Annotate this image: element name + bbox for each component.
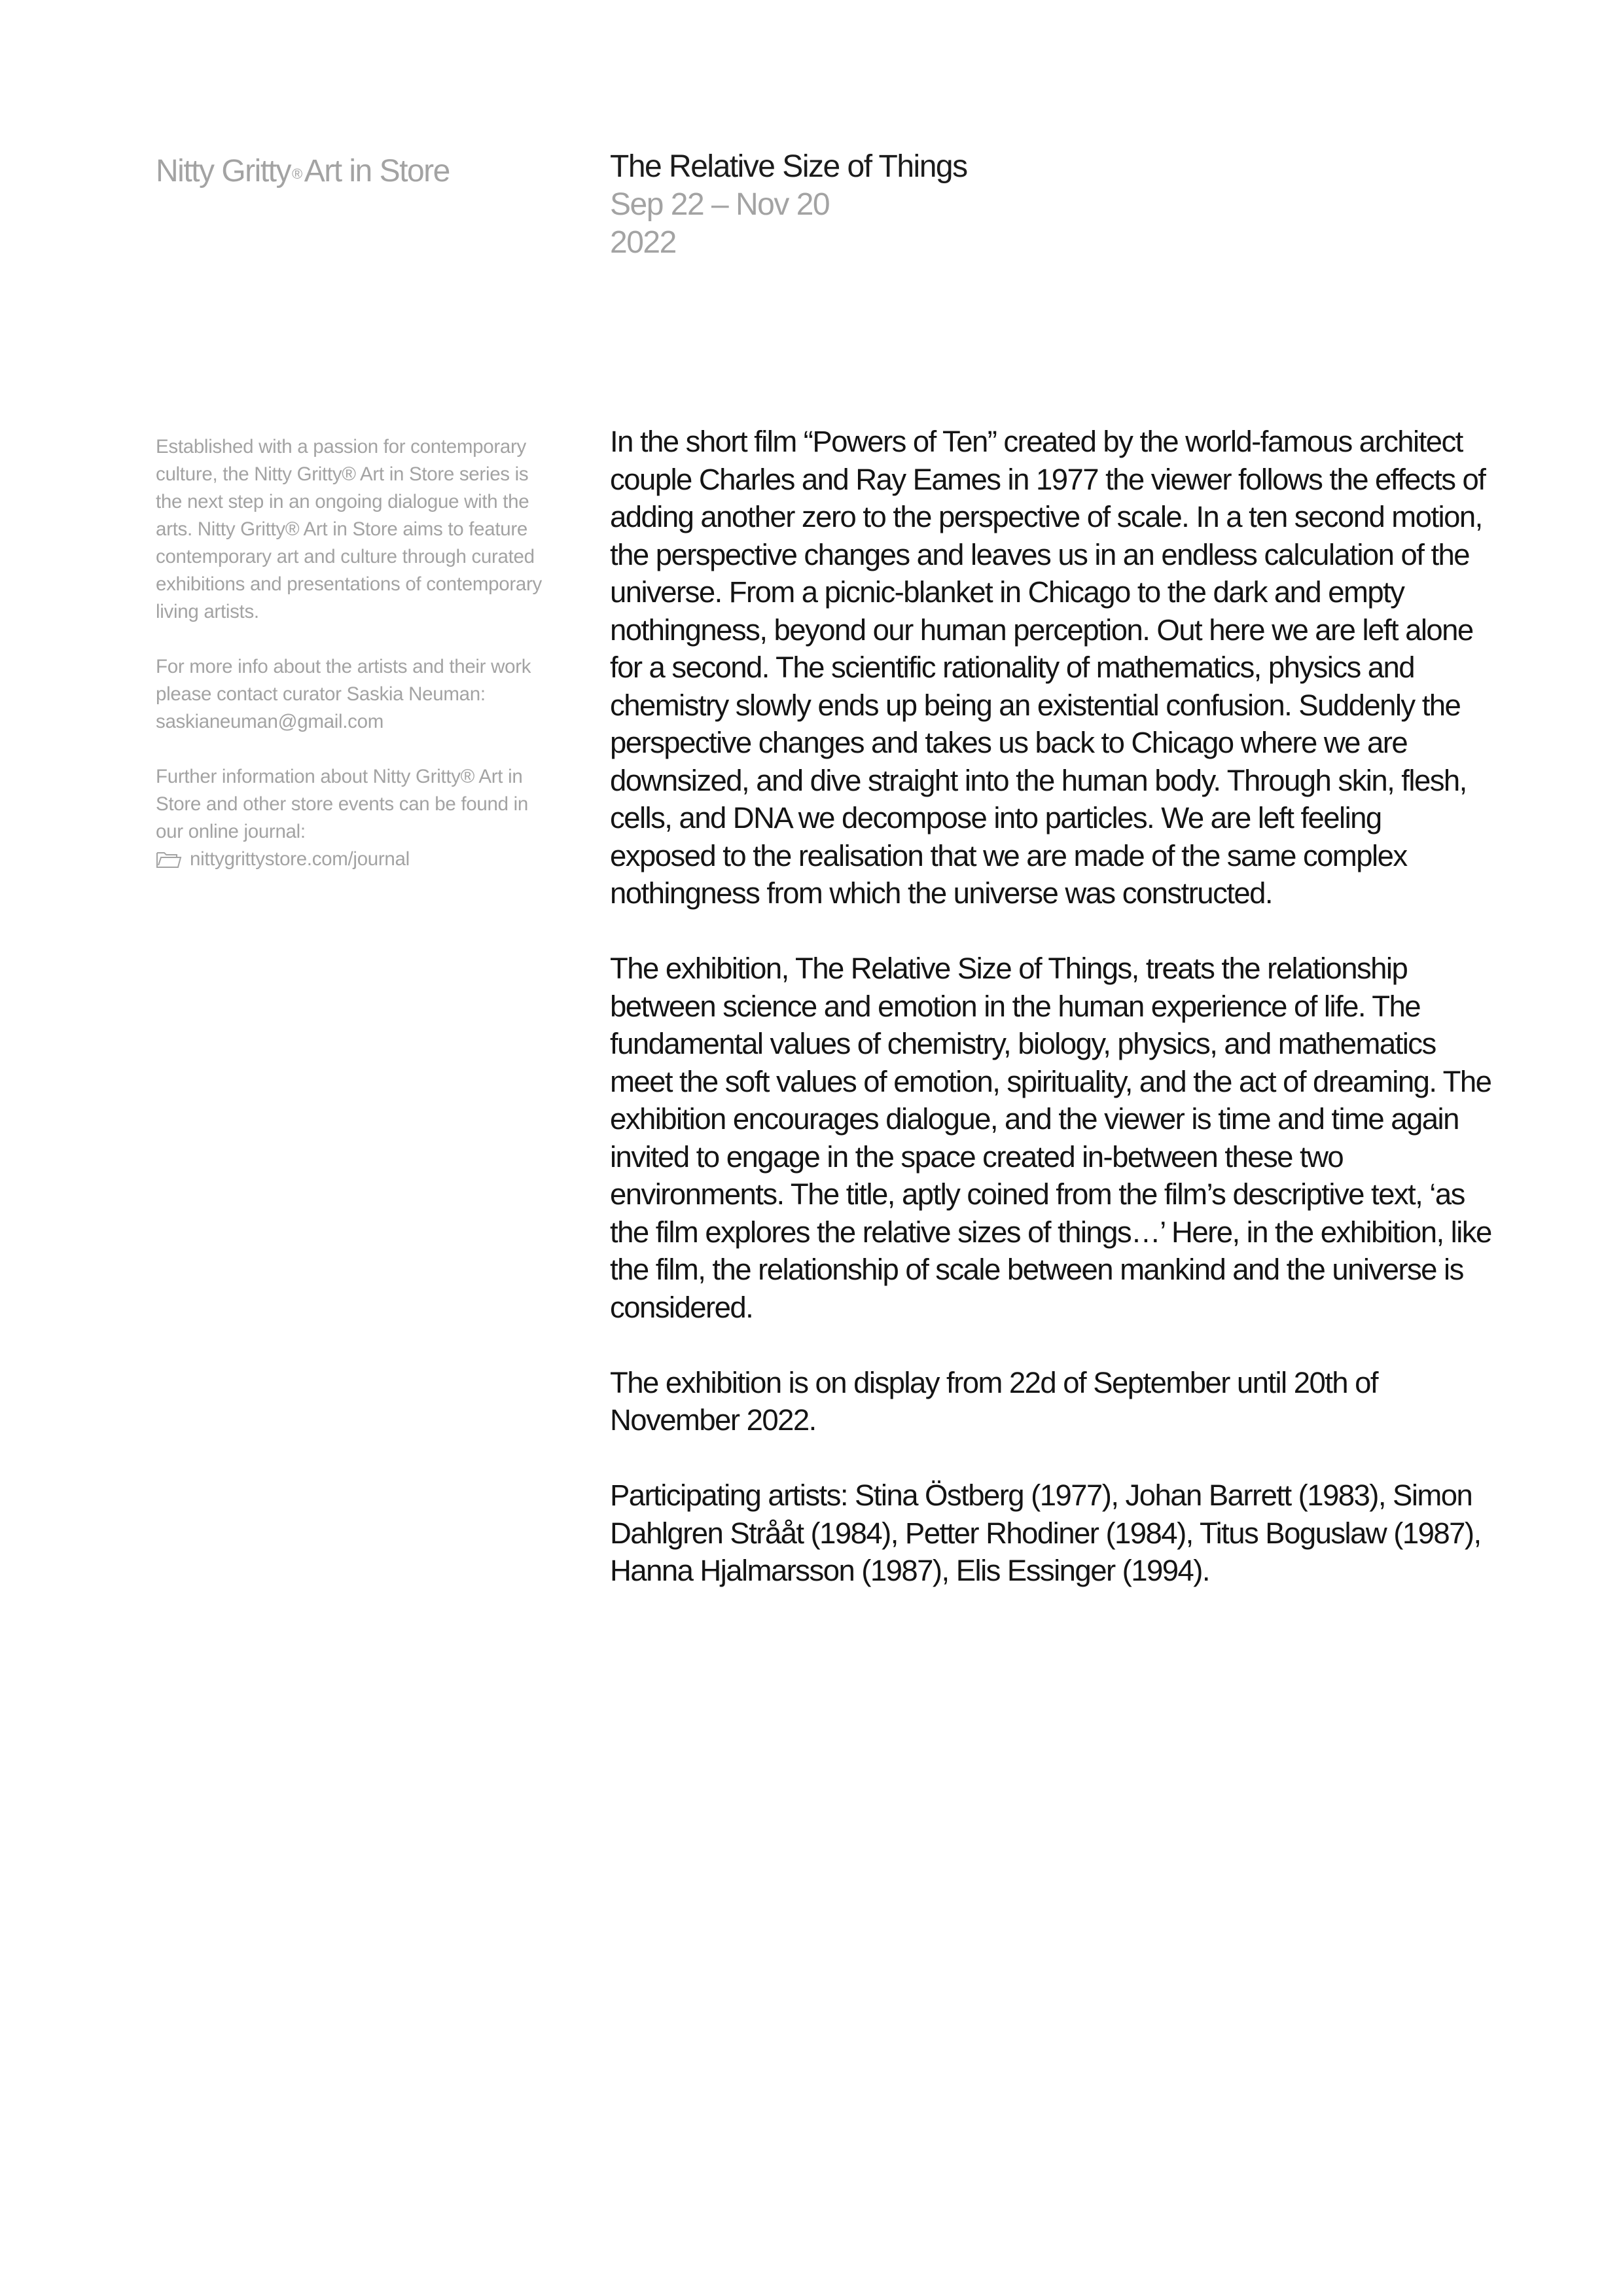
- exhibition-paragraph: The exhibition, The Relative Size of Things, treats the relationship between science and emotion in the human experience of life. The fundamental values of chemistry, biology, physics, and mathematics meet the soft values of emotion, spirituality, and the act of dreaming. The exhibition encourages dialogue, and the viewer is time and time again invited to engage in the space created in-between these two environments. The title, aptly coined from the film’s descriptive text, ‘as the film explores the relative sizes of things…’ Here, in the exhibition, like the film, the relationship of scale between mankind and the universe is considered.: [610, 952, 1491, 1324]
- exhibition-title: The Relative Size of Things: [610, 149, 967, 184]
- registered-mark: ®: [292, 166, 302, 182]
- journal-url: nittygrittystore.com/journal: [190, 848, 410, 870]
- exhibition-year: 2022: [610, 225, 676, 260]
- brand-title: [156, 152, 450, 191]
- main-text: [610, 423, 1493, 1627]
- brand-name: Nitty Gritty: [156, 154, 291, 188]
- brand-suffix: Art in Store: [304, 154, 450, 188]
- further-info-text: Further information about Nitty Gritty® Art in Store and other store events can be found in our online journal:: [156, 766, 528, 842]
- further-info-paragraph: [156, 763, 555, 873]
- contact-paragraph: For more info about the artists and their work please contact curator Saskia Neuman: saskianeuman@gmail.com: [156, 656, 531, 732]
- intro-paragraph: In the short film “Powers of Ten” created by the world-famous architect couple Charles and Ray Eames in 1977 the viewer follows the effects of adding another zero to the perspective of scale. In a ten second motion, the perspective changes and leaves us in an endless calculation of the universe. From a picnic-blanket in Chicago to the dark and empty nothingness, beyond our human perception. Out here we are left alone for a second. The scientific rationality of mathematics, physics and chemistry slowly ends up being an existential confusion. Suddenly the perspective changes and takes us back to Chicago where we are downsized, and dive straight into the human body. Through skin, flesh, cells, and DNA we decompose into particles. We are left feeling exposed to the realisation that we are made of the same complex nothingness from which the universe was constructed.: [610, 425, 1486, 910]
- journal-link[interactable]: [156, 846, 555, 873]
- display-dates-paragraph: The exhibition is on display from 22d of September until 20th of November 2022.: [610, 1365, 1378, 1437]
- about-paragraph: Established with a passion for contemporary culture, the Nitty Gritty® Art in Store series is the next step in an ongoing dialogue with the arts. Nitty Gritty® Art in Store aims to feature contemporary art and culture through curated exhibitions and presentations of contemporary living artists.: [156, 436, 542, 622]
- artists-paragraph: Participating artists: Stina Östberg (1977), Johan Barrett (1983), Simon Dahlgren Strååt (1984), Petter Rhodiner (1984), Titus Boguslaw (1987), Hanna Hjalmarsson (1987), Elis Essinger (1994).: [610, 1479, 1481, 1587]
- sidebar-info: [156, 433, 555, 901]
- folder-icon: [156, 850, 182, 869]
- exhibition-dates: Sep 22 – Nov 20: [610, 187, 830, 222]
